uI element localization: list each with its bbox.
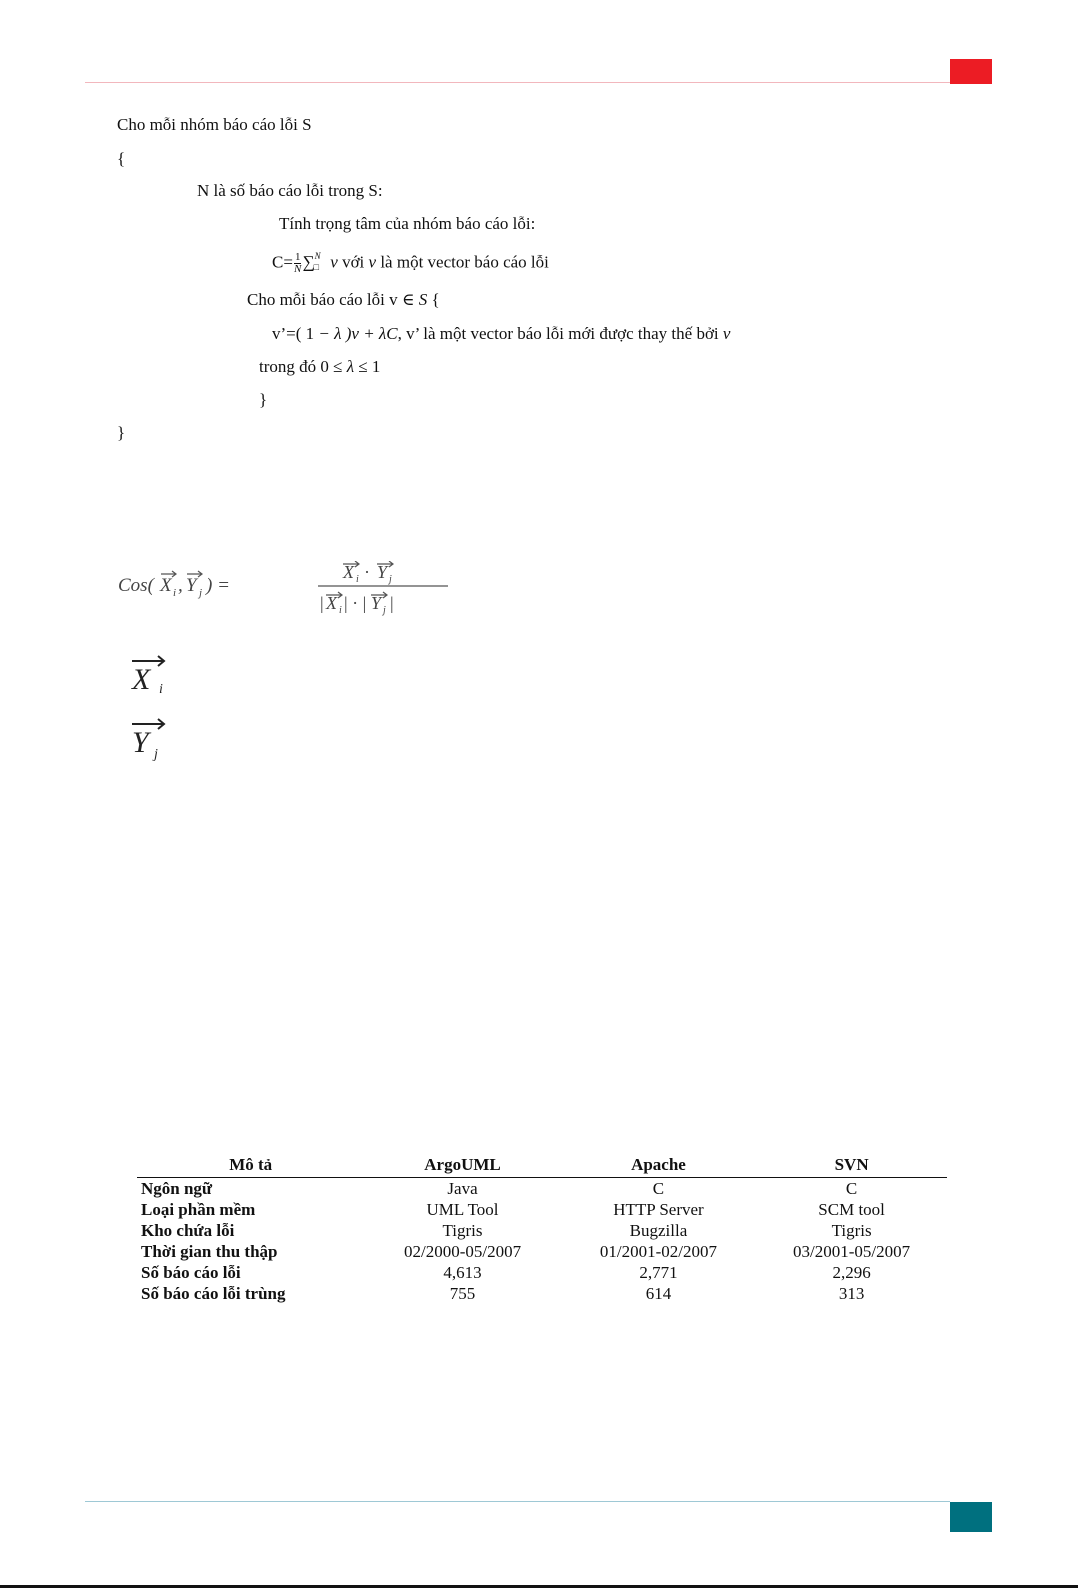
algo-line-6: [272, 324, 730, 344]
membership-math: ∈ S: [401, 290, 428, 309]
lambda-range-end: ≤ 1: [354, 357, 381, 376]
cos-rparen-eq: ) =: [206, 575, 230, 596]
algo-line-1: Cho mỗi nhóm báo cáo lỗi S: [117, 115, 312, 134]
footer-rule: [85, 1501, 950, 1502]
cos-yj: Y: [186, 575, 197, 596]
header-description: Mô tả: [137, 1153, 364, 1178]
update-description: , v’ là một vector báo lỗi mới được thay thế bởi: [397, 324, 719, 343]
cell: 03/2001-05/2007: [793, 1242, 911, 1261]
table-row: [137, 1220, 947, 1241]
centroid-prefix: C=: [272, 252, 293, 272]
svg-text:Y: Y: [371, 593, 382, 613]
cos-xi-sub: i: [173, 587, 177, 599]
cos-xi: X: [160, 575, 172, 596]
header-svn: SVN: [756, 1153, 947, 1178]
cos-yj-sub: j: [199, 587, 203, 599]
table-row: [137, 1283, 947, 1304]
cell: UML Tool: [426, 1200, 499, 1219]
row-label: Số báo cáo lỗi trùng: [141, 1284, 286, 1303]
fraction-numerator: 1: [294, 251, 301, 263]
cell: Bugzilla: [629, 1221, 688, 1240]
table-header-row: [137, 1153, 947, 1178]
header-apache: Apache: [561, 1153, 757, 1178]
cell: C: [845, 1179, 858, 1198]
cos-lhs: Cos(: [118, 575, 154, 596]
svg-text:X: X: [343, 562, 354, 582]
svg-text:i: i: [339, 605, 342, 616]
cell: C: [652, 1179, 665, 1198]
cell: HTTP Server: [613, 1200, 704, 1219]
svg-text:·: ·: [364, 562, 370, 582]
cell: 313: [838, 1284, 865, 1303]
cell: 02/2000-05/2007: [403, 1242, 522, 1261]
table-row: [137, 1262, 947, 1283]
svg-text:| · |: | · |: [344, 593, 367, 613]
vector-y-letter: Y: [132, 726, 149, 759]
sum-lower-limit: □: [313, 262, 320, 273]
cell: SCM tool: [818, 1200, 885, 1219]
cell: 614: [645, 1284, 672, 1303]
algo-line-7: [259, 357, 380, 377]
svg-text:|: |: [320, 593, 324, 613]
svg-text:j: j: [383, 605, 386, 616]
svg-text:j: j: [389, 574, 392, 585]
algo-line-5: [247, 290, 440, 310]
algo-line-3: Tính trọng tâm của nhóm báo cáo lỗi:: [279, 214, 536, 233]
loop-open-brace: {: [431, 290, 440, 309]
vector-x-letter: X: [132, 663, 151, 696]
vector-x-sub: i: [159, 682, 163, 697]
lambda-range-text: trong đó 0 ≤: [259, 357, 347, 376]
row-label: Ngôn ngữ: [141, 1179, 213, 1198]
vector-y-symbol: [130, 718, 180, 763]
vector-y-sub: j: [154, 747, 158, 762]
update-prefix: v’=( 1: [272, 324, 315, 343]
table-row: [137, 1241, 947, 1262]
row-label: Số báo cáo lỗi: [141, 1263, 241, 1282]
cell: 2,296: [832, 1263, 871, 1282]
row-label: Loại phần mềm: [141, 1200, 256, 1219]
row-label: Thời gian thu thập: [141, 1242, 278, 1261]
cell: Tigris: [442, 1221, 483, 1240]
cell: 4,613: [443, 1263, 482, 1282]
svg-text:i: i: [356, 574, 359, 585]
algo-open-brace: {: [117, 149, 126, 168]
svg-text:|: |: [390, 593, 394, 613]
table-row: [137, 1178, 947, 1200]
vector-x-symbol: [130, 655, 180, 700]
centroid-description: là một vector báo cáo lỗi: [380, 252, 549, 272]
cell: 2,771: [639, 1263, 678, 1282]
header-accent-block: [950, 59, 992, 84]
loop-text: Cho mỗi báo cáo lỗi v: [247, 290, 398, 309]
cell: 755: [449, 1284, 476, 1303]
row-label: Kho chứa lỗi: [141, 1221, 235, 1240]
lambda-symbol: λ: [346, 357, 355, 376]
algo-inner-close-brace: }: [259, 390, 268, 409]
fraction-denominator: N: [294, 263, 302, 275]
header-argouml: ArgoUML: [364, 1153, 560, 1178]
table-row: [137, 1199, 947, 1220]
dataset-table: [137, 1153, 947, 1304]
var-v: v: [368, 252, 377, 272]
centroid-fraction: [294, 252, 302, 275]
cosine-formula: [118, 561, 458, 621]
cell: 01/2001-02/2007: [599, 1242, 717, 1261]
cos-comma: ,: [178, 575, 183, 596]
algo-line-4: [272, 252, 549, 275]
with-word: với: [342, 252, 365, 272]
update-math: − λ )v + λC: [318, 324, 398, 343]
header-rule: [85, 82, 950, 83]
sum-symbol: ∑: [302, 252, 315, 272]
footer-accent-block: [950, 1502, 992, 1532]
sum-upper-limit: N: [314, 251, 321, 262]
var-v: v: [330, 252, 338, 272]
algo-line-2: N là số báo cáo lỗi trong S:: [197, 181, 383, 200]
algo-outer-close-brace: }: [117, 423, 126, 442]
svg-text:X: X: [326, 593, 337, 613]
var-v: v: [722, 324, 731, 343]
svg-text:Y: Y: [377, 562, 388, 582]
cell: Tigris: [831, 1221, 872, 1240]
cell: Java: [447, 1179, 478, 1198]
